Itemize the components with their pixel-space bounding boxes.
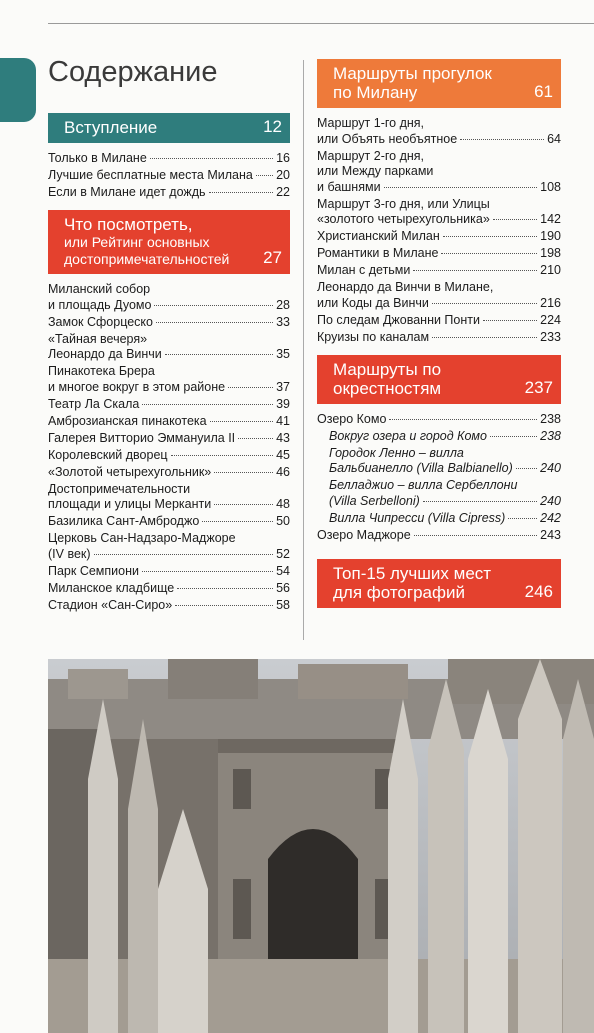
dot-leader: [228, 387, 273, 388]
toc-entry[interactable]: [48, 598, 290, 614]
toc-entry[interactable]: [48, 564, 290, 580]
section-title: Топ-15 лучших мест: [333, 563, 492, 583]
toc-entry-line: Городок Ленно – вилла: [329, 445, 464, 460]
toc-page-number: 50: [276, 514, 290, 528]
section-page-number: 27: [263, 248, 282, 267]
toc-page-number: 35: [276, 347, 290, 361]
toc-entry-last-line: [48, 168, 290, 184]
toc-entry-text: Королевский дворец: [48, 447, 168, 462]
toc-entry[interactable]: [317, 330, 561, 346]
dot-leader: [142, 404, 273, 405]
section-header-intro[interactable]: [48, 113, 290, 143]
page-title: Содержание: [48, 56, 218, 88]
toc-entry-last-line: [317, 313, 561, 329]
toc-entry-text: Романтики в Милане: [317, 246, 439, 260]
toc-entry-line: Церковь Сан-Надзаро-Маджоре: [48, 531, 236, 545]
toc-entry[interactable]: [48, 581, 290, 597]
dot-leader: [214, 504, 273, 505]
dot-leader: [209, 192, 274, 193]
toc-entry-text: Бальбианелло (Villa Balbianello): [329, 461, 513, 475]
toc-entry-line: Достопримечательности: [48, 481, 191, 496]
toc-page-number: 64: [547, 131, 561, 146]
toc-page-number: 22: [276, 185, 290, 199]
dot-leader: [432, 303, 537, 304]
toc-entry-text: или Объять необъятное: [317, 131, 458, 146]
toc-entry-last-line: [48, 347, 290, 363]
toc-entry-last-line: [329, 429, 561, 445]
toc-entry-text: Театр Ла Скала: [48, 396, 140, 411]
toc-page-number: 45: [276, 447, 290, 462]
toc-entry-last-line: [48, 514, 290, 530]
toc-entry[interactable]: [48, 448, 290, 464]
toc-entry-text: Только в Милане: [48, 151, 147, 165]
toc-entry[interactable]: [317, 478, 561, 509]
toc-page-number: 216: [540, 295, 561, 310]
toc-entry-text: «Золотой четырехугольник»: [48, 464, 212, 479]
toc-entry-last-line: [329, 494, 561, 510]
toc-entry-last-line: [48, 185, 290, 201]
toc-page-number: 198: [540, 246, 561, 260]
dot-leader: [516, 468, 537, 469]
dot-leader: [202, 521, 273, 522]
toc-entry[interactable]: [48, 465, 290, 481]
toc-entry-text: Базилика Сант-Амброджо: [48, 514, 200, 528]
toc-page-number: 240: [540, 461, 561, 475]
chapter-tab-marker: [0, 58, 36, 122]
toc-page-number: 46: [276, 464, 290, 479]
toc-entry-text: Вокруг озера и город Комо: [329, 428, 487, 443]
toc-page-number: 238: [540, 411, 561, 426]
toc-page-number: 48: [276, 497, 290, 511]
dot-leader: [142, 571, 273, 572]
toc-entry-text: Милан с детьми: [317, 263, 411, 277]
toc-entry[interactable]: [48, 332, 290, 363]
section-title: Маршруты прогулок: [333, 64, 492, 83]
dot-leader: [413, 270, 537, 271]
toc-entry-text: площади и улицы Мерканти: [48, 497, 212, 511]
toc-entry-text: Парк Семпиони: [48, 563, 139, 578]
toc-page-number: 28: [276, 297, 290, 312]
toc-list-surroundings: [317, 412, 561, 544]
dot-leader: [508, 518, 537, 519]
toc-entry[interactable]: [48, 168, 290, 184]
dot-leader: [483, 320, 537, 321]
toc-entry-text: Озеро Комо: [317, 411, 387, 426]
toc-page-number: 210: [540, 263, 561, 277]
toc-page-number: 224: [540, 312, 561, 327]
toc-entry-line: Маршрут 1-го дня,: [317, 116, 425, 130]
toc-entry-text: Лучшие бесплатные места Милана: [48, 168, 253, 182]
toc-page-number: 108: [540, 179, 561, 194]
toc-entry-last-line: [317, 330, 561, 346]
toc-entry-last-line: [48, 564, 290, 580]
section-header-top15[interactable]: [317, 559, 561, 608]
toc-entry[interactable]: [317, 280, 561, 311]
toc-page-number: 56: [276, 580, 290, 595]
toc-entry-last-line: [317, 263, 561, 279]
toc-entry-last-line: [317, 132, 561, 148]
toc-page-number: 39: [276, 396, 290, 411]
toc-entry-last-line: [48, 315, 290, 331]
toc-entry-text: и многое вокруг в этом районе: [48, 379, 226, 394]
section-subtitle-line: по Милану: [333, 83, 418, 102]
section-title: Что посмотреть,: [64, 215, 193, 234]
section-subtitle-line: окрестностям: [333, 378, 442, 398]
toc-entry-text: (IV век): [48, 546, 91, 561]
toc-page-number: 190: [540, 229, 561, 243]
section-title: Вступление: [64, 118, 158, 137]
toc-entry-last-line: [317, 212, 561, 228]
toc-entry-last-line: [48, 298, 290, 314]
toc-page-number: 20: [276, 168, 290, 182]
toc-page-number: 43: [276, 430, 290, 445]
toc-list-sights: [48, 282, 290, 613]
toc-entry-text: (Villa Serbelloni): [329, 493, 420, 508]
toc-entry-last-line: [48, 465, 290, 481]
toc-entry-last-line: [48, 448, 290, 464]
toc-entry-text: Озеро Маджоре: [317, 527, 411, 542]
section-page-number: 237: [524, 377, 553, 397]
toc-page-number: 243: [540, 527, 561, 542]
toc-page-number: 33: [276, 314, 290, 329]
section-page-number: 61: [534, 82, 553, 101]
toc-entry-text: Миланское кладбище: [48, 580, 175, 595]
toc-page-number: 240: [540, 493, 561, 508]
toc-entry-last-line: [48, 151, 290, 167]
toc-entry-text: Если в Милане идет дождь: [48, 185, 206, 199]
toc-entry-text: Круизы по каналам: [317, 329, 430, 344]
right-column: [317, 59, 561, 616]
dot-leader: [460, 139, 544, 140]
toc-entry-last-line: [317, 528, 561, 544]
toc-entry-text: По следам Джованни Понти: [317, 312, 480, 327]
toc-page-number: 52: [276, 546, 290, 561]
toc-entry-text: Галерея Витторио Эммануила II: [48, 430, 236, 445]
toc-entry-last-line: [317, 180, 561, 196]
dot-leader: [389, 419, 537, 420]
section-subtitle-line: или Рейтинг основных: [64, 234, 210, 250]
toc-entry-line: «Тайная вечеря»: [48, 331, 148, 346]
dot-leader: [214, 472, 273, 473]
toc-page-number: 242: [540, 510, 561, 525]
toc-list-intro: [48, 151, 290, 201]
toc-entry[interactable]: [48, 414, 290, 430]
toc-entry-text: и башнями: [317, 179, 381, 194]
section-header-walks[interactable]: [317, 59, 561, 108]
dot-leader: [156, 322, 273, 323]
toc-entry-last-line: [48, 414, 290, 430]
toc-entry-text: Замок Сфорцеско: [48, 314, 153, 329]
toc-entry[interactable]: [48, 364, 290, 395]
toc-entry-last-line: [48, 598, 290, 614]
toc-entry[interactable]: [317, 197, 561, 228]
toc-entry[interactable]: [48, 185, 290, 201]
toc-entry-last-line: [48, 380, 290, 396]
dot-leader: [490, 436, 537, 437]
toc-entry-line: Белладжио – вилла Сербеллони: [329, 478, 518, 492]
section-subtitle-line: для фотографий: [333, 582, 465, 602]
toc-list-walks: [317, 116, 561, 345]
toc-page-number: 238: [540, 428, 561, 443]
toc-entry-last-line: [48, 581, 290, 597]
toc-entry-text: Вилла Чипресси (Villa Cipress): [329, 510, 506, 525]
dot-leader: [238, 438, 273, 439]
dot-leader: [94, 554, 274, 555]
toc-entry-text: Леонардо да Винчи: [48, 347, 162, 361]
toc-entry[interactable]: [48, 514, 290, 530]
toc-page-number: 233: [540, 329, 561, 344]
toc-entry[interactable]: [317, 528, 561, 544]
toc-entry-last-line: [329, 511, 561, 527]
dot-leader: [493, 219, 537, 220]
toc-entry[interactable]: [48, 431, 290, 447]
section-page-number: 12: [263, 117, 282, 136]
section-title: Маршруты по: [333, 359, 442, 379]
toc-entry[interactable]: [317, 229, 561, 245]
toc-entry-last-line: [48, 497, 290, 513]
toc-entry[interactable]: [317, 116, 561, 147]
toc-entry-line: Маршрут 2-го дня,: [317, 148, 425, 163]
section-header-sights[interactable]: [48, 210, 290, 274]
toc-entry-last-line: [48, 397, 290, 413]
column-divider: [303, 60, 304, 640]
dot-leader: [165, 354, 273, 355]
toc-entry-line: или Между парками: [317, 164, 434, 178]
dot-leader: [414, 535, 537, 536]
toc-entry[interactable]: [317, 246, 561, 262]
toc-entry[interactable]: [48, 282, 290, 313]
top-rule: [48, 23, 594, 24]
section-subtitle-line: достопримечательностей: [64, 251, 230, 267]
toc-entry-last-line: [329, 461, 561, 477]
dot-leader: [443, 236, 537, 237]
toc-entry[interactable]: [317, 313, 561, 329]
dot-leader: [384, 187, 538, 188]
dot-leader: [154, 305, 273, 306]
left-column: [48, 113, 290, 615]
toc-entry[interactable]: [317, 446, 561, 477]
toc-entry[interactable]: [48, 531, 290, 562]
toc-entry-last-line: [48, 547, 290, 563]
toc-entry-last-line: [317, 229, 561, 245]
milan-cathedral-rooftop-photo: [48, 659, 594, 1033]
toc-entry-text: или Коды да Винчи: [317, 295, 429, 310]
toc-page-number: 54: [276, 563, 290, 578]
toc-entry-line: Пинакотека Брера: [48, 364, 155, 378]
toc-entry-text: Стадион «Сан-Сиро»: [48, 597, 173, 612]
toc-entry-line: Маршрут 3-го дня, или Улицы: [317, 196, 490, 211]
dot-leader: [210, 421, 274, 422]
toc-entry-text: «золотого четырехугольника»: [317, 212, 490, 226]
section-page-number: 246: [524, 581, 553, 601]
dot-leader: [441, 253, 537, 254]
dot-leader: [150, 158, 273, 159]
toc-entry-text: Христианский Милан: [317, 229, 440, 243]
toc-entry-last-line: [48, 431, 290, 447]
toc-page-number: 16: [276, 151, 290, 165]
toc-entry-last-line: [317, 246, 561, 262]
dot-leader: [177, 588, 273, 589]
toc-entry[interactable]: [317, 511, 561, 527]
dot-leader: [256, 175, 273, 176]
dot-leader: [171, 455, 274, 456]
toc-entry-text: Амброзианская пинакотека: [48, 413, 207, 428]
toc-entry[interactable]: [317, 263, 561, 279]
toc-entry[interactable]: [48, 482, 290, 513]
toc-entry-line: Миланский собор: [48, 282, 151, 296]
dot-leader: [423, 501, 537, 502]
toc-entry[interactable]: [317, 429, 561, 445]
toc-entry[interactable]: [317, 412, 561, 428]
toc-entry-last-line: [317, 296, 561, 312]
toc-entry[interactable]: [48, 315, 290, 331]
dot-leader: [432, 337, 537, 338]
toc-page-number: 41: [276, 413, 290, 428]
photo-illustration: [48, 659, 594, 1033]
toc-entry-last-line: [317, 412, 561, 428]
toc-entry-line: Леонардо да Винчи в Милане,: [317, 280, 494, 294]
toc-entry[interactable]: [48, 151, 290, 167]
dot-leader: [175, 605, 273, 606]
toc-entry[interactable]: [48, 397, 290, 413]
toc-page-number: 58: [276, 597, 290, 612]
section-header-surroundings[interactable]: [317, 355, 561, 404]
toc-page-number: 37: [276, 379, 290, 394]
toc-page-number: 142: [540, 212, 561, 226]
toc-entry-text: и площадь Дуомо: [48, 297, 152, 312]
toc-entry[interactable]: [317, 149, 561, 196]
